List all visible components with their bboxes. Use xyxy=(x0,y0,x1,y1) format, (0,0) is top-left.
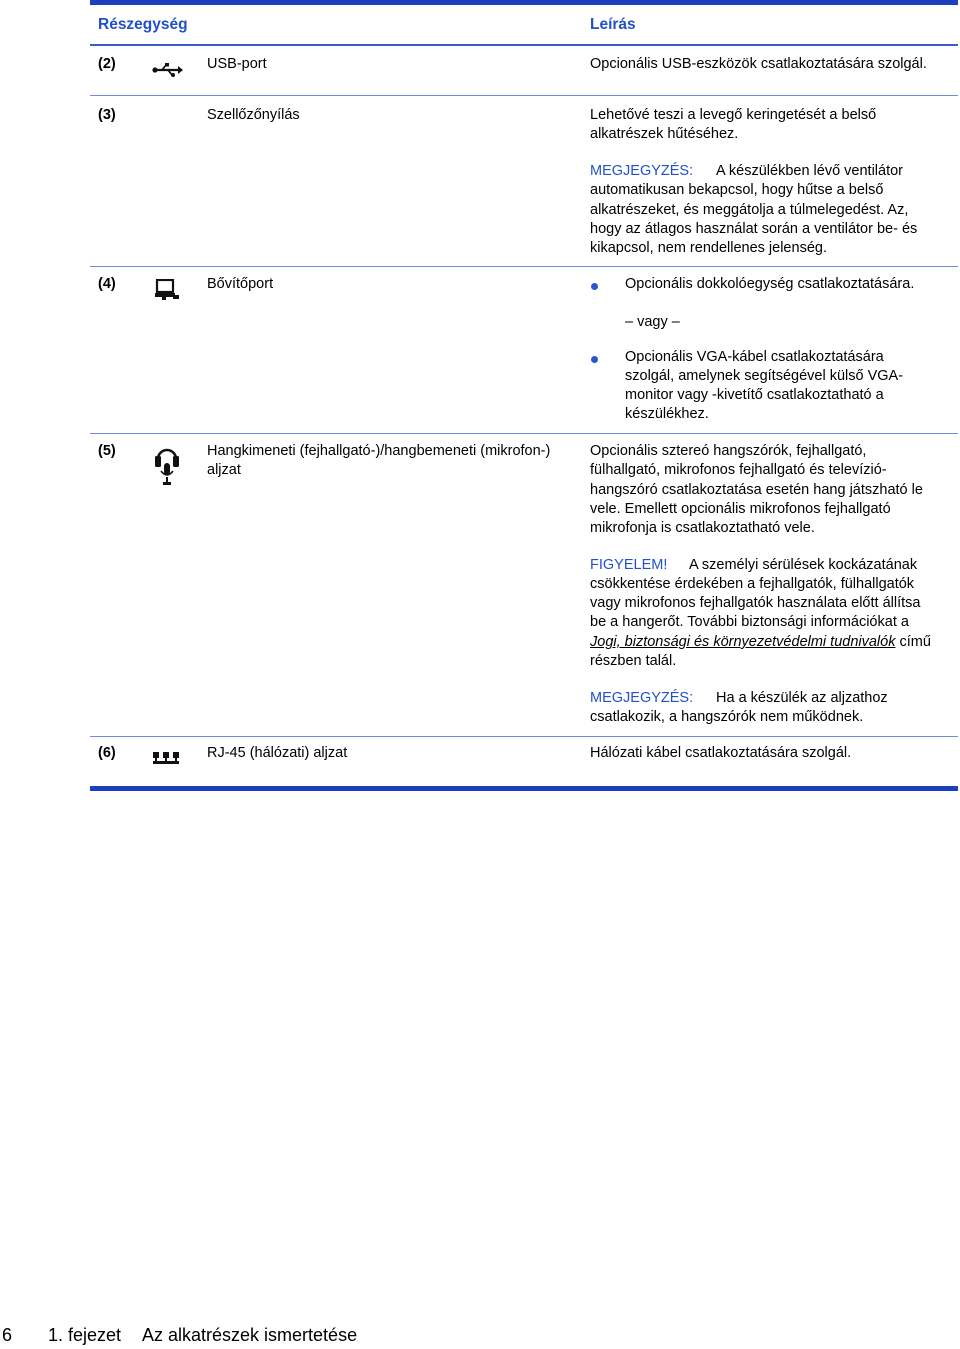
note-line: alkatrészeket, és meggátolja a túlmelegedést. Az, xyxy=(590,202,909,218)
bullet-text: monitor vagy -kivetítő csatlakoztatható a xyxy=(625,387,884,403)
component-name: USB-port xyxy=(207,56,267,72)
warning-label: FIGYELEM! xyxy=(590,557,668,573)
row-number: (4) xyxy=(98,276,116,292)
row-number: (3) xyxy=(98,107,116,123)
bullet-text: szolgál, amelynek segítségével külső VGA- xyxy=(625,368,904,384)
description-line: mikrofonja is csatlakoztatható vele. xyxy=(590,520,815,536)
description-line: alkatrészek hűtéséhez. xyxy=(590,126,739,142)
row-number: (6) xyxy=(98,745,116,761)
description-line: fülhallgató, mikrofonos fejhallgató és televízió- xyxy=(590,462,887,478)
note-line: kikapcsol, nem rendellenes jelenség. xyxy=(590,240,827,256)
component-description: Hálózati kábel csatlakoztatására szolgál. xyxy=(590,745,852,761)
component-name: RJ-45 (hálózati) aljzat xyxy=(207,745,348,761)
component-name: Hangkimeneti (fejhallgató-)/hangbemeneti (mikrofon-) xyxy=(207,443,551,459)
row-separator xyxy=(90,266,958,267)
bullet-icon xyxy=(591,356,598,363)
column-header-component: Részegység xyxy=(98,16,188,33)
row-separator xyxy=(90,95,958,96)
table-header-rule xyxy=(90,44,958,46)
note-line: automatikusan bekapcsol, hogy hűtse a belső xyxy=(590,182,884,198)
bullet-text: Opcionális VGA-kábel csatlakoztatására xyxy=(625,349,884,365)
chapter-title: Az alkatrészek ismertetése xyxy=(142,1325,358,1345)
page-number: 6 xyxy=(2,1325,13,1345)
warning-line: részben talál. xyxy=(590,653,677,669)
description-line: Opcionális sztereó hangszórók, fejhallgató, xyxy=(590,443,867,459)
table-bottom-rule xyxy=(90,786,958,791)
row-number: (5) xyxy=(98,443,116,459)
expansion-port-icon xyxy=(154,279,180,301)
row-number: (2) xyxy=(98,56,116,72)
note-label: MEGJEGYZÉS: xyxy=(590,690,694,706)
description-line: vele. Emellett opcionális mikrofonos fejhallgató xyxy=(590,501,891,517)
row-separator xyxy=(90,433,958,434)
warning-line: be a hangerőt. További biztonsági információkat a xyxy=(590,614,909,630)
warning-line: csökkentése érdekében a fejhallgatók, fülhallgatók xyxy=(590,576,915,592)
row-separator xyxy=(90,736,958,737)
note-line: A készülékben lévő ventilátor xyxy=(716,163,903,179)
description-line: hangszóró csatlakoztatása esetén hang játszható le xyxy=(590,482,923,498)
note-label: MEGJEGYZÉS: xyxy=(590,163,694,179)
table-top-rule xyxy=(90,0,958,5)
column-header-description: Leírás xyxy=(590,16,636,33)
component-description: Opcionális USB-eszközök csatlakoztatására szolgál. xyxy=(590,56,927,72)
description-line: Lehetővé teszi a levegő keringetését a belső xyxy=(590,107,877,123)
component-name: Bővítőport xyxy=(207,276,274,292)
chapter-label: 1. fejezet xyxy=(48,1325,122,1345)
warning-line-tail: című xyxy=(895,634,931,650)
bullet-icon xyxy=(591,283,598,290)
or-separator-text: – vagy – xyxy=(625,314,680,330)
rj45-network-icon xyxy=(152,751,180,765)
warning-line: A személyi sérülések kockázatának xyxy=(689,557,918,573)
component-name: Szellőzőnyílás xyxy=(207,107,300,123)
document-title-link[interactable]: Jogi, biztonsági és környezetvédelmi tudnivalók xyxy=(590,634,896,650)
component-name: aljzat xyxy=(207,462,241,478)
note-line: csatlakozik, a hangszórók nem működnek. xyxy=(590,709,864,725)
bullet-text: Opcionális dokkolóegység csatlakoztatására. xyxy=(625,276,915,292)
warning-line xyxy=(590,633,931,652)
usb-icon xyxy=(152,62,184,78)
note-line: hogy az átlagos használat során a ventilátor be- és xyxy=(590,221,918,237)
warning-line: vagy mikrofonos fejhallgatók használata előtt állítsa xyxy=(590,595,921,611)
headset-icon xyxy=(154,441,180,487)
note-line: Ha a készülék az aljzathoz xyxy=(716,690,888,706)
bullet-text: készülékhez. xyxy=(625,406,709,422)
